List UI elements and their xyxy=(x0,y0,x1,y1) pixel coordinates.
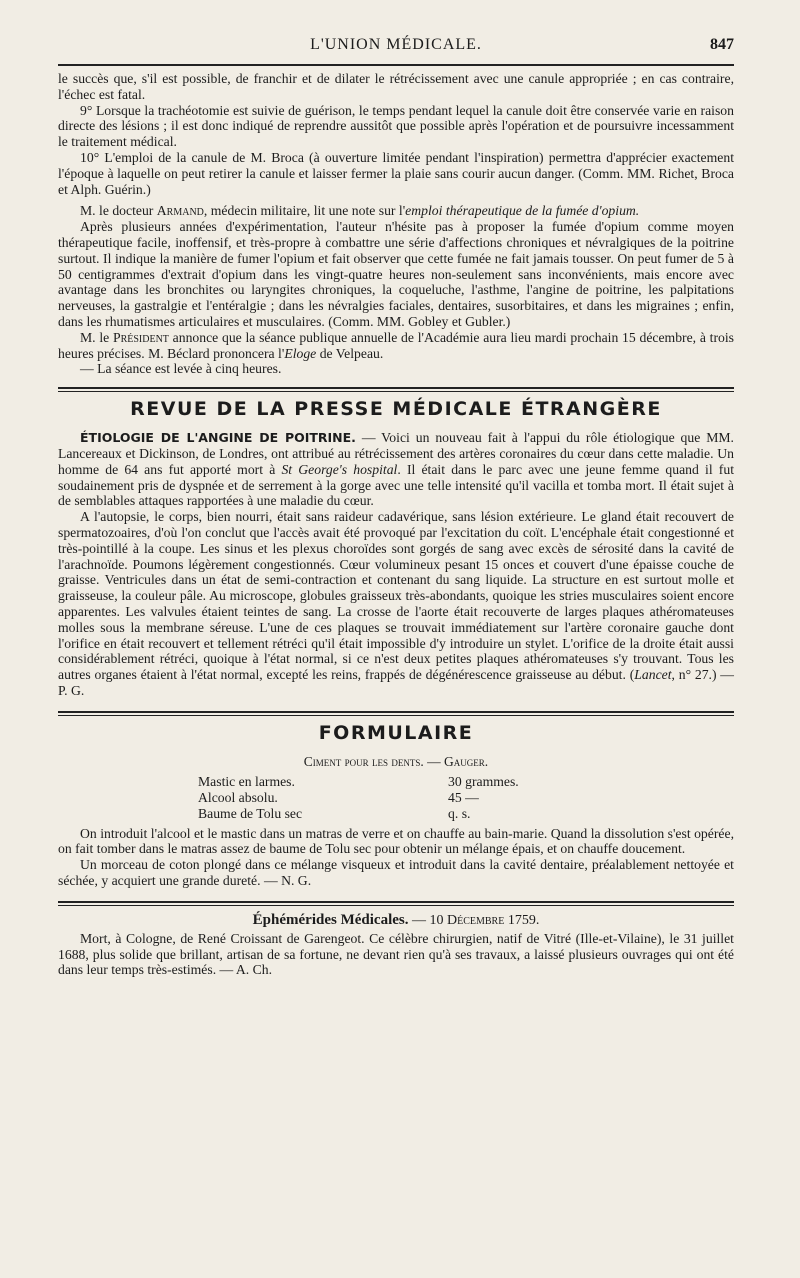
autopsie-text-a: A l'autopsie, le corps, bien nourri, était sans raideur cadavérique, sans lésion extérieure. Le gland était recouvert de spermatozoaires, d'où l'on conclut que l'accès avait été provoqué par l'excitation du coït. L'encéphale était congestionné et très-pointillé à la coupe. Les sinus et les plexus choroïdes sont gorgés de sang avec excès de sérosité dans la cavité de l'arachnoïde. Poumons légèrement congestionnés. Cœur volumineux pesant 15 onces et couvert d'une épaisse couche de graisse. Ventricules dans un état de semi-contraction et contenant du sang liquide. La structure en est surtout molle et graisseuse, la couleur pâle. Au microscope, globules graisseux très-abondants, quoique les stries musculaires soient encore apparentes. Les valvules étaient teintes de sang. La crosse de l'aorte était recouverte de larges plaques athéromateuses molles sous la membrane séreuse. L'une de ces plaques se trouvait immédiatement sur l'artère coronaire gauche dont l'orifice en était recouvert et tellement rétréci qu'il était impossible d'y introduire un stylet. L'orifice de la droite était aussi considérablement rétréci, quoique à l'état normal, si ce n'est deux petites plaques athéromateuses s'y trouvant. Tous les autres organes étaient à l'état normal, excepté les reins, frappés de dégénérescence graisseuse au début. ( xyxy=(58,509,734,683)
armand-text-b: , médecin militaire, lit une note sur l' xyxy=(203,203,406,219)
ephemerides-title: Éphémérides Médicales. xyxy=(252,911,409,928)
article-lead-title: ÉTIOLOGIE DE L'ANGINE DE POITRINE. xyxy=(80,430,356,446)
president-name: Président xyxy=(112,329,169,345)
paragraph-canule-success: le succès que, s'il est possible, de franchir et de dilater le rétrécissement avec une canule appropriée ; en cas contraire, l'échec est fatal. xyxy=(58,71,734,102)
section-divider-revue xyxy=(58,387,734,392)
journal-title: L'UNION MÉDICALE. xyxy=(310,36,482,53)
ingredient-name: Mastic en larmes. xyxy=(198,773,295,789)
ingredient-quantity: 30 grammes. xyxy=(448,773,519,789)
section-title-revue: REVUE DE LA PRESSE MÉDICALE ÉTRANGÈRE xyxy=(130,398,662,421)
section-divider-formulaire xyxy=(58,711,734,716)
ephemerides-date: — 10 Décembre 1759. xyxy=(408,912,540,928)
paragraph-seance-close: — La séance est levée à cinq heures. xyxy=(80,361,282,377)
paragraph-point-10: 10° L'emploi de la canule de M. Broca (à ouverture limitée pendant l'inspiration) permettra d'apprécier exactement l'époque à laquelle on peut retirer la canule et laisser fermer la plaie sans courir aucun danger. (Comm. MM. Richet, Broca et Alph. Guérin.) xyxy=(58,149,734,197)
section-title-formulaire: FORMULAIRE xyxy=(318,721,474,744)
ingredient-quantity: 45 — xyxy=(448,789,479,805)
hospital-name: St George's hospital xyxy=(281,461,398,477)
autopsie-text-b: , n° 27.) — P. G. xyxy=(58,667,734,698)
ingredient-name: Baume de Tolu sec xyxy=(198,805,303,821)
president-text-a: M. le xyxy=(80,329,113,345)
ingredient-quantity: q. s. xyxy=(448,805,471,821)
recipe-row xyxy=(198,774,598,790)
paragraph-opium: Après plusieurs années d'expérimentation, l'auteur n'hésite pas à proposer la fumée d'opium comme moyen thérapeutique facile, inoffensif, et très-propre à combattre une série d'affections chroniques et névralgiques de la poitrine surtout. Il indique la manière de fumer l'opium et fait observer que cette fumée ne fait jamais tousser. On peut fumer de 5 à 50 centigrammes d'extrait d'opium dans les vingt-quatre heures non-seulement sans inconvénients, mais encore avec avantage dans les bronchites ou laryngites chroniques, la coqueluche, l'asthme, l'angine de poitrine, les palpitations nerveuses, la gastralgie et l'entéralgie ; dans les névralgies faciales, dentaires, susorbitaires, et dans les migraines ; enfin, dans les rhumatismes articulaires et musculaires. (Comm. MM. Gobley et Gubler.) xyxy=(58,219,734,329)
armand-text-a: M. le docteur xyxy=(80,203,157,219)
note-title: emploi thérapeutique de la fumée d'opium. xyxy=(405,203,640,219)
ephemerides-heading xyxy=(58,912,734,929)
page-number: 847 xyxy=(710,36,734,53)
paragraph-recipe-use: Un morceau de coton plongé dans ce mélange visqueux et introduit dans la cavité dentaire, préalablement nettoyée et séchée, y acquiert une grande dureté. — N. G. xyxy=(58,857,734,889)
paragraph-recipe-method: On introduit l'alcool et le mastic dans un matras de verre et on chauffe au bain-marie. Quand la dissolution s'est opérée, on fait tomber dans le matras assez de baume de Tolu sec pour obtenir un mélange épais, et on chauffe doucement. xyxy=(58,825,734,857)
paragraph-ephemerides: Mort, à Cologne, de René Croissant de Garengeot. Ce célèbre chirurgien, natif de Vitré (Ille-et-Vilaine), le 31 juillet 1688, plus solide que brillant, artisan de sa fortune, ne devant rien qu'à ses travaux, a laissé plusieurs ouvrages qui ont été dans leur temps très-estimés. — A. Ch. xyxy=(58,930,734,978)
paragraph-president xyxy=(58,330,734,362)
etiologie-text-b: . Il était dans le parc avec une jeune femme quand il fut soudainement pris de dyspnée et de serrement à la gorge avec une telle intensité qu'il vacilla et tomba mort. Il était sujet à de semblables attaques rapportées à une maladie du cœur. xyxy=(58,461,734,509)
president-text-c: de Velpeau. xyxy=(316,345,384,361)
ingredient-name: Alcool absolu. xyxy=(198,789,278,805)
recipe-title: Ciment pour les dents. — Gauger. xyxy=(303,753,489,769)
etiologie-text-a: — Voici un nouveau fait à l'appui du rôle étiologique que MM. Lancereaux et Dickinson, de Londres, ont attribué au rétrécissement des artères coronaires du cœur dans cette maladie. Un homme de 64 ans fut apporté mort à xyxy=(58,430,734,477)
running-header xyxy=(58,30,734,66)
recipe-row xyxy=(198,806,598,822)
paragraph-point-9: 9° Lorsque la trachéotomie est suivie de guérison, le temps pendant lequel la canule doit être conservée varie en raison directe des lésions ; il est donc indiqué de reprendre aussitôt que possible après l'opération et de poursuivre incessamment le traitement médical. xyxy=(58,102,734,150)
author-armand: Armand xyxy=(156,203,204,219)
recipe-row xyxy=(198,790,598,806)
eloge-title: Eloge xyxy=(284,345,317,361)
paragraph-armand xyxy=(58,203,734,219)
recipe-table xyxy=(198,774,598,822)
page-content xyxy=(58,30,734,978)
section-divider-ephemerides xyxy=(58,901,734,906)
paragraph-etiologie xyxy=(58,430,734,509)
paragraph-autopsie xyxy=(58,509,734,699)
source-lancet: Lancet xyxy=(634,667,672,683)
president-text-b: annonce que la séance publique annuelle de l'Académie aura lieu mardi prochain 15 décembre, à trois heures précises. M. Béclard prononcera l' xyxy=(58,329,734,361)
